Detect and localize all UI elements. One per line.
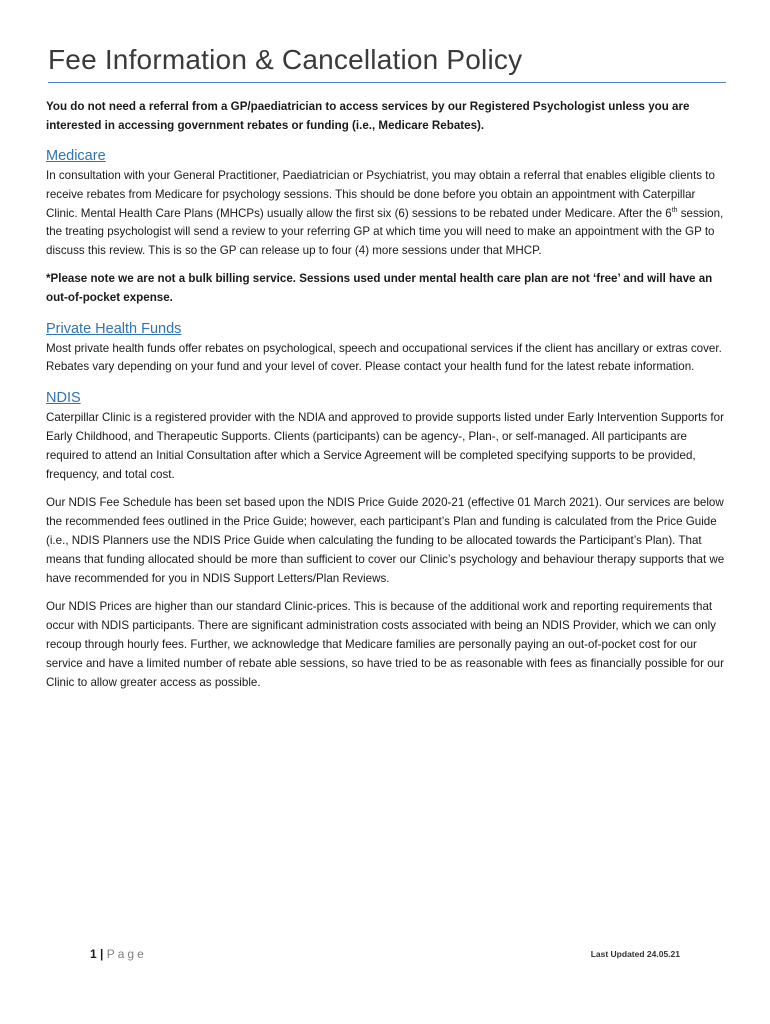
ndis-paragraph-2: Our NDIS Fee Schedule has been set based upon the NDIS Price Guide 2020-21 (effective 01 March 2021). Our services are below the recommended fees outlined in the Price Guide; however, each participant’s Plan and funding is calculated from the Price Guide (i.e., NDIS Planners use the NDIS Price Guide when calculating the funding to be allocated towards the Participant’s Plan). That means that funding allocated should be more than sufficient to cover our Clinic’s psychology and behaviour therapy supports that we have recommended for you in NDIS Support Letters/Plan Reviews.: [46, 496, 725, 585]
ndis-paragraph-3: Our NDIS Prices are higher than our standard Clinic-prices. This is because of the additional work and reporting requirements that occur with NDIS participants. There are significant administration costs associated with being an NDIS Provider, which we can only recoup through hourly fees. Further, we acknowledge that Medicare families are personally paying an out-of-pocket cost for our service and have a limited number of rebate able sessions, so have tried to be as reasonable with fees as financially possible for our Clinic to allow greater access as possible.: [46, 600, 724, 689]
private-health-heading: Private Health Funds: [46, 320, 182, 337]
page-number: 1: [90, 947, 97, 961]
page-label: Page: [106, 947, 147, 961]
ndis-heading: NDIS: [46, 390, 81, 407]
page-title: Fee Information & Cancellation Policy: [48, 44, 726, 83]
last-updated: Last Updated 24.05.21: [590, 949, 680, 959]
superscript-th: th: [671, 206, 678, 214]
medicare-text-part2: session, the treating psychologist will send a review to your referring GP at which time you will need to make an appointment with the GP to discuss this review. This is so the GP can release up to four (4) more sessions under that MHCP.: [46, 206, 724, 258]
page-content: [46, 44, 726, 692]
private-health-paragraph: Most private health funds offer rebates on psychological, speech and occupational services if the client has ancillary or extras cover. Rebates vary depending on your fund and your level of cover. Please contact your health fund for the latest rebate information.: [46, 341, 722, 374]
page-separator: |: [96, 947, 107, 961]
intro-paragraph: You do not need a referral from a GP/paediatrician to access services by our Registered Psychologist unless you are interested in accessing government rebates or funding (i.e., Medicare Rebates).: [46, 100, 690, 132]
page-footer: [90, 947, 680, 963]
medicare-heading: Medicare: [46, 148, 106, 164]
bulk-billing-note: *Please note we are not a bulk billing service. Sessions used under mental health care plan are not ‘free’ and will have an out-of-pocket expense.: [46, 271, 713, 304]
page-number-block: [90, 947, 147, 961]
ndis-paragraph-1: Caterpillar Clinic is a registered provider with the NDIA and approved to provide supports listed under Early Intervention Supports for Early Childhood, and Therapeutic Supports. Clients (participants) can be agency-, Plan-, or self-managed. All participants are required to attend an Initial Consultation after which a Service Agreement will be completed specifying supports to be provided, frequency, and total cost.: [46, 411, 724, 481]
medicare-paragraph: [46, 167, 726, 261]
medicare-text-part1: In consultation with your General Practitioner, Paediatrician or Psychiatrist, you may obtain a referral that enables eligible clients to receive rebates from Medicare for psychology sessions. This should be done before you obtain an appointment with Caterpillar Clinic. Mental Health Care Plans (MHCPs) usually allow the first six (6) sessions to be rebated under Medicare. After the 6: [46, 169, 715, 220]
